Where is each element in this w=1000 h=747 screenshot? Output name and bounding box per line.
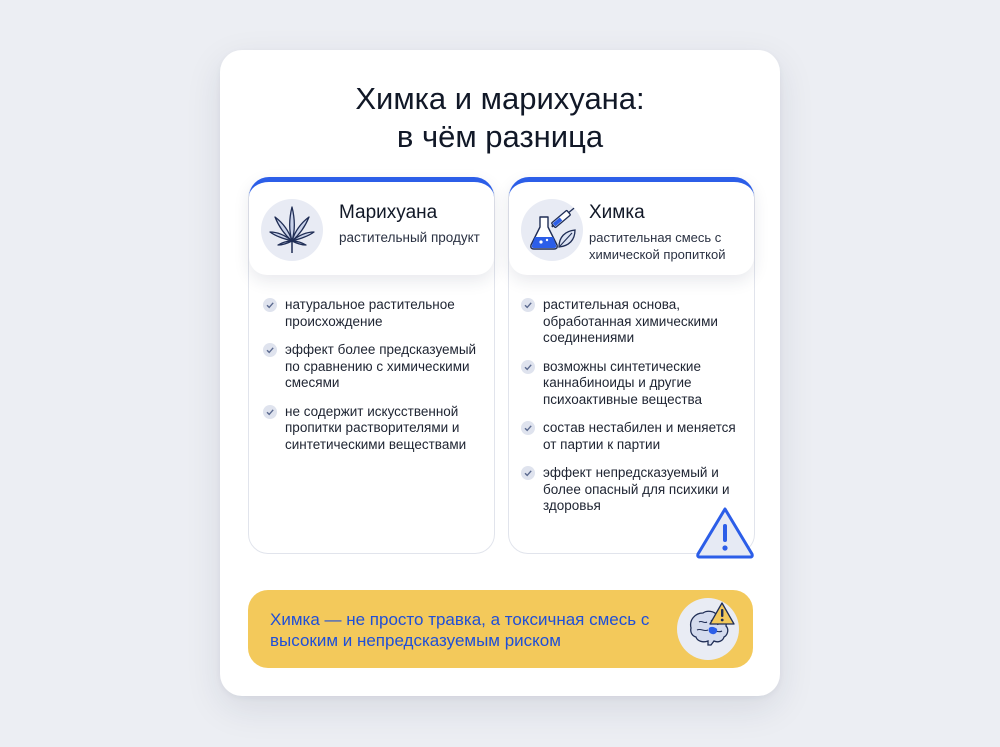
marijuana-list <box>263 297 488 453</box>
check-icon <box>263 405 277 419</box>
marijuana-column <box>248 178 495 554</box>
check-icon <box>521 298 535 312</box>
list-item <box>521 359 749 409</box>
list-item <box>263 342 488 392</box>
flask-syringe-icon <box>521 199 583 261</box>
check-icon <box>263 343 277 357</box>
title-line-1: Химка и марихуана: <box>355 81 645 116</box>
title-line-2: в чём разница <box>396 119 604 154</box>
list-item-text: растительная основа, обработанная химическими соединениями <box>543 297 718 345</box>
list-item <box>521 420 749 453</box>
check-icon <box>521 360 535 374</box>
list-item-text: эффект непредсказуемый и более опасный для психики и здоровья <box>543 465 730 513</box>
list-item <box>263 297 488 330</box>
list-item-text: не содержит искусственной пропитки растворителями и синтетическими веществами <box>285 403 467 452</box>
marijuana-header <box>249 177 494 275</box>
cannabis-leaf-icon <box>261 199 323 261</box>
brain-warning-icon <box>677 598 739 660</box>
list-item <box>521 297 749 347</box>
list-item-text: эффект более предсказуемый по сравнению с химическими смесями <box>285 342 477 390</box>
banner-text: Химка — не просто травка, а токсичная смесь с высоким и непредсказуемым риском <box>270 610 650 650</box>
list-item <box>263 404 488 454</box>
khimka-subtitle: растительная смесь с химической пропиткой <box>589 230 726 262</box>
list-item-text: натуральное растительное происхождение <box>285 297 455 329</box>
page-title <box>220 80 780 156</box>
comparison-card <box>220 50 780 696</box>
check-icon <box>521 421 535 435</box>
warning-icon <box>694 504 756 565</box>
check-icon <box>521 466 535 480</box>
marijuana-title: Марихуана <box>339 202 438 223</box>
marijuana-subtitle: растительный продукт <box>339 230 480 245</box>
warning-banner <box>248 590 753 668</box>
khimka-title: Химка <box>589 202 645 223</box>
check-icon <box>263 298 277 312</box>
khimka-list <box>521 297 749 515</box>
khimka-column <box>508 178 755 554</box>
khimka-header <box>509 177 754 275</box>
list-item-text: возможны синтетические каннабиноиды и другие психоактивные вещества <box>543 358 703 407</box>
list-item-text: состав нестабилен и меняется от партии к партии <box>543 420 736 452</box>
